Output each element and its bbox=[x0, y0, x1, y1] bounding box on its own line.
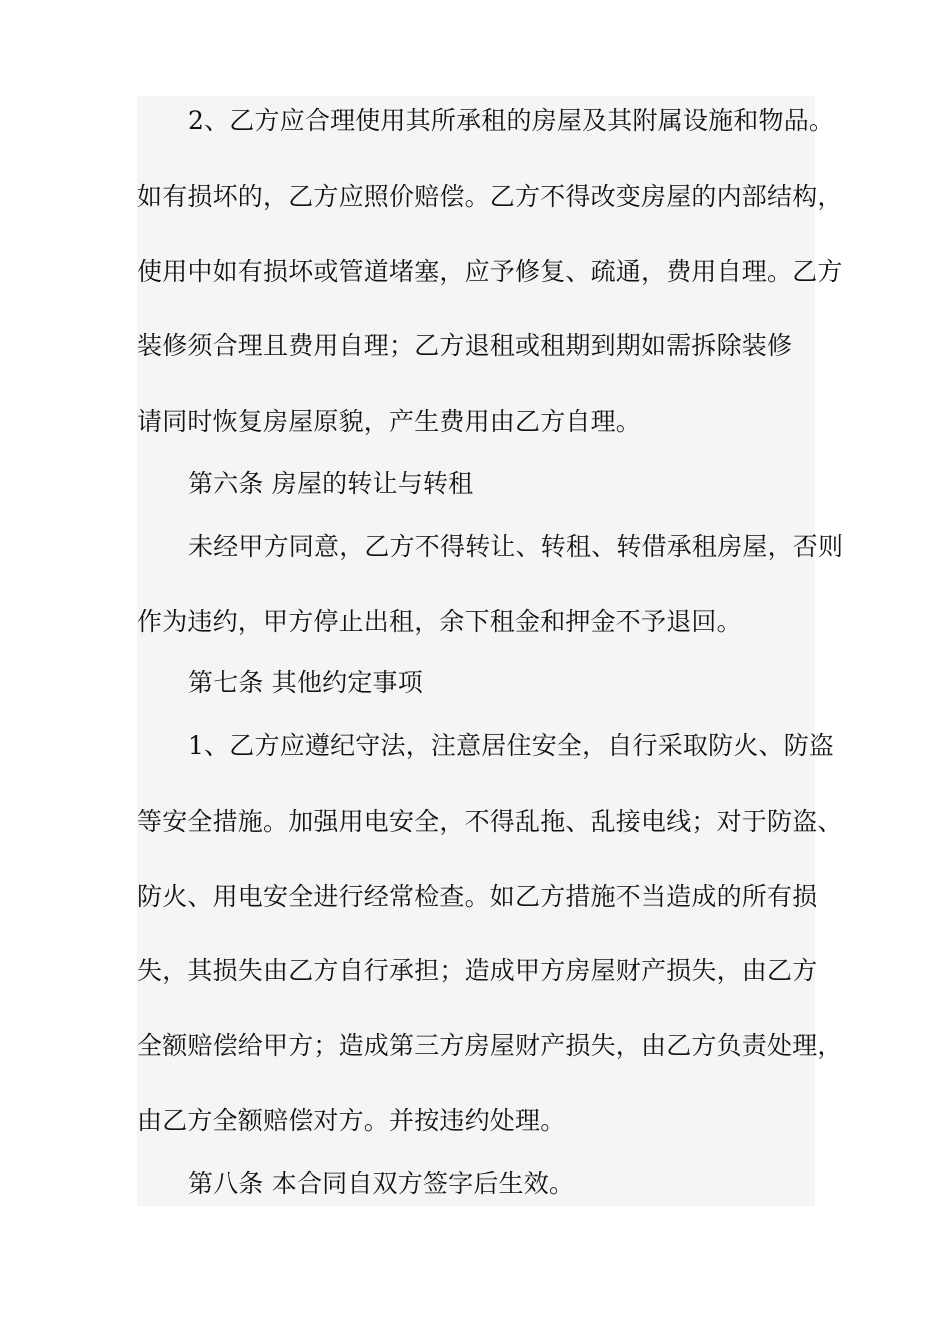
paragraph-line: 请同时恢复房屋原貌，产生费用由乙方自理。 bbox=[137, 407, 642, 436]
paragraph-line: 作为违约，甲方停止出租，余下租金和押金不予退回。 bbox=[137, 607, 742, 636]
paragraph-line: 等安全措施。加强用电安全，不得乱拖、乱接电线；对于防盗、 bbox=[137, 807, 843, 836]
paragraph-line: 如有损坏的，乙方应照价赔偿。乙方不得改变房屋的内部结构， bbox=[137, 182, 843, 211]
paragraph-line: 装修须合理且费用自理；乙方退租或租期到期如需拆除装修 bbox=[137, 331, 793, 360]
section-heading-article-6: 第六条 房屋的转让与转租 bbox=[188, 469, 474, 498]
section-heading-article-8: 第八条 本合同自双方签字后生效。 bbox=[188, 1169, 575, 1198]
paragraph-line: 1、乙方应遵纪守法，注意居住安全，自行采取防火、防盗 bbox=[188, 731, 835, 760]
paragraph-line: 2、乙方应合理使用其所承租的房屋及其附属设施和物品。 bbox=[188, 106, 835, 135]
paragraph-line: 失，其损失由乙方自行承担；造成甲方房屋财产损失，由乙方 bbox=[137, 956, 818, 985]
paragraph-line: 由乙方全额赔偿对方。并按违约处理。 bbox=[137, 1106, 566, 1135]
paragraph-line: 未经甲方同意，乙方不得转让、转租、转借承租房屋，否则 bbox=[188, 532, 844, 561]
paragraph-line: 防火、用电安全进行经常检查。如乙方措施不当造成的所有损 bbox=[137, 882, 818, 911]
section-heading-article-7: 第七条 其他约定事项 bbox=[188, 668, 423, 697]
paragraph-line: 全额赔偿给甲方；造成第三方房屋财产损失，由乙方负责处理， bbox=[137, 1031, 843, 1060]
paragraph-line: 使用中如有损坏或管道堵塞，应予修复、疏通，费用自理。乙方 bbox=[137, 257, 843, 286]
